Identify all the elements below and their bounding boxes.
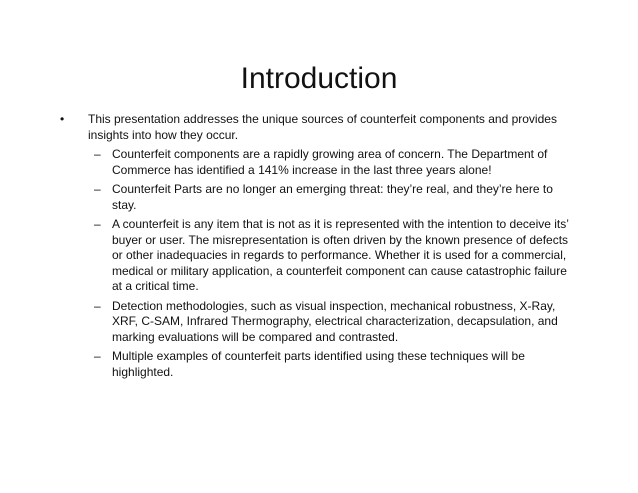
sub-bullet-list (94, 147, 580, 380)
sub-bullet-text: Detection methodologies, such as visual inspection, mechanical robustness, X-Ray, XRF, C-SAM, Infrared Thermography, electrical characterization, decapsulation, and marking evaluations will be compared and contrasted. (112, 298, 558, 344)
slide-title: Introduction (240, 62, 398, 95)
dash-marker: – (94, 217, 101, 231)
dash-marker: – (94, 298, 101, 313)
bullet-marker: • (60, 112, 65, 126)
sub-bullet (94, 217, 580, 295)
sub-bullet-text: Multiple examples of counterfeit parts identified using these techniques will be highlighted. (112, 349, 525, 379)
sub-bullet (94, 147, 580, 178)
main-bullet-text: This presentation addresses the unique sources of counterfeit components and provides insights into how they occur. (88, 112, 557, 142)
sub-bullet-text: Counterfeit components are a rapidly growing area of concern. The Department of Commerce has identified a 141% increase in the last three years alone! (112, 147, 548, 177)
sub-bullet (94, 299, 580, 346)
dash-marker: – (94, 147, 101, 161)
main-bullet (60, 112, 580, 143)
sub-bullet-text: A counterfeit is any item that is not as it is represented with the intention to deceive its’ buyer or user. The misrepresentation is often driven by the known presence of defects or other inadequacies in regards to performance. Whether it is used for a commercial, medical or military application, a counterfeit component can cause catastrophic failure at a critical time. (112, 217, 569, 293)
dash-marker: – (94, 349, 101, 363)
slide-content (60, 112, 580, 384)
dash-marker: – (94, 182, 101, 196)
sub-bullet-text: Counterfeit Parts are no longer an emerging threat: they’re real, and they’re here to stay. (112, 182, 553, 212)
sub-bullet (94, 182, 580, 213)
sub-bullet (94, 349, 580, 380)
